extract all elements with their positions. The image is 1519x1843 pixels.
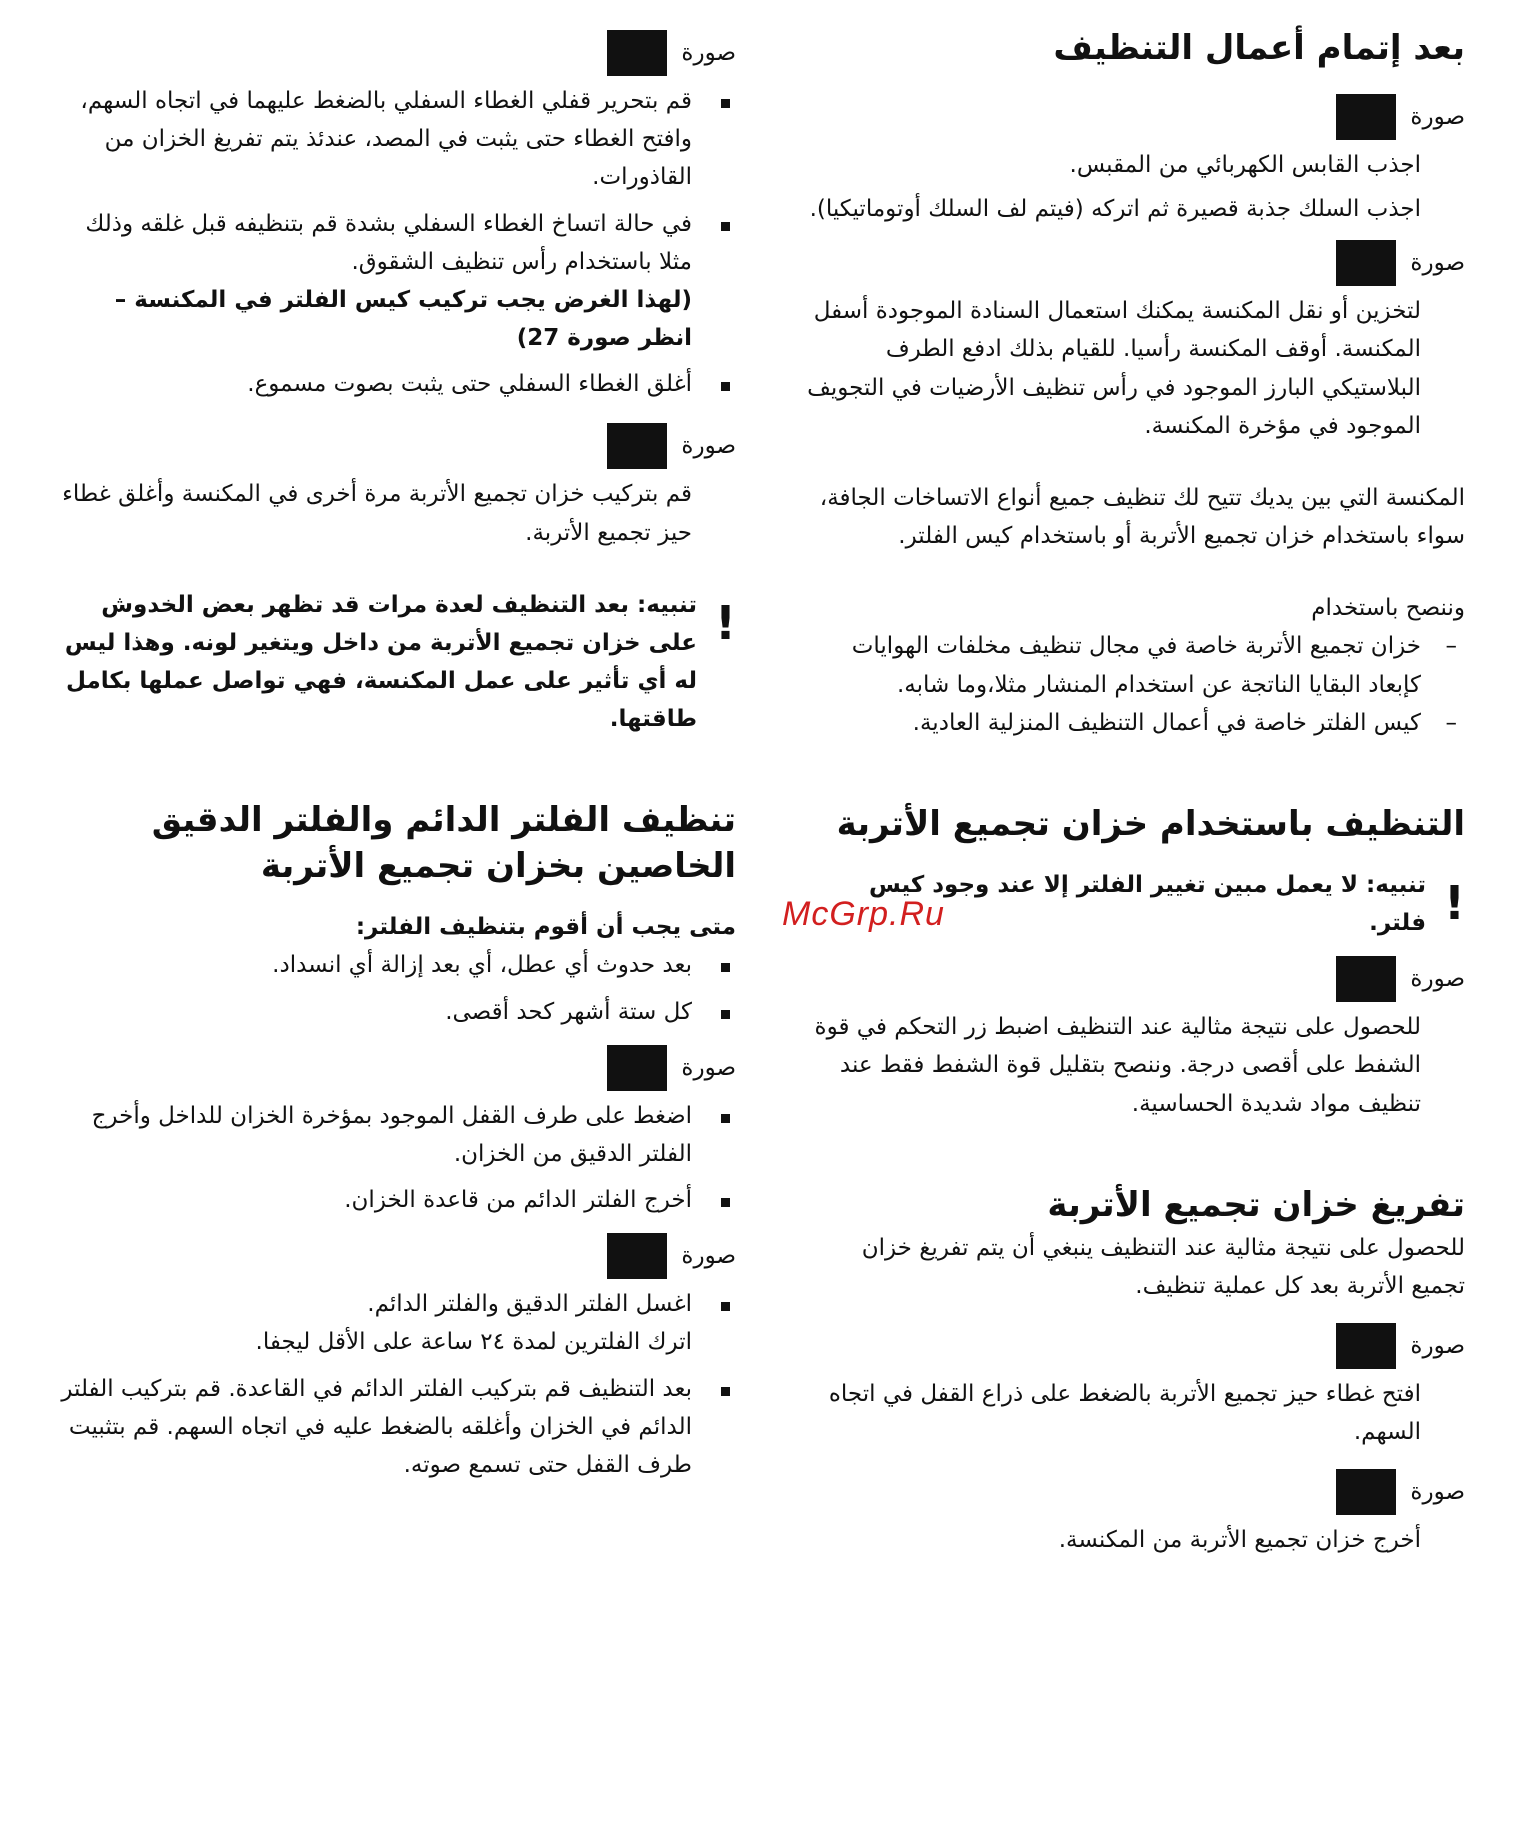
- figure-label: صورة: [1410, 250, 1465, 277]
- subheading: متى يجب أن أقوم بتنظيف الفلتر:: [355, 914, 736, 941]
- paragraph: اترك الفلترين لمدة ٢٤ ساعة على الأقل ليجفا.: [255, 1329, 692, 1356]
- figure-label: صورة: [681, 1054, 736, 1081]
- bullet-list: [56, 365, 736, 403]
- figure-reference: [805, 1469, 1465, 1515]
- list-item: أغلق الغطاء السفلي حتى يثبت بصوت مسموع.: [56, 365, 736, 403]
- bullet-list: [56, 82, 736, 281]
- bullet-list: [56, 1097, 736, 1220]
- paragraph: لتخزين أو نقل المكنسة يمكنك استعمال السنادة الموجودة أسفل المكنسة. أوقف المكنسة رأسيا. للقيام بذلك ادفع الطرف البلاستيكي البارز الموجود في رأس تنظيف الأرضيات في التجويف الموجود في مؤخرة المكنسة.: [807, 298, 1421, 439]
- heading-filter-cleaning: [56, 798, 736, 890]
- heading-cleaning-with-bin: التنظيف باستخدام خزان تجميع الأتربة: [836, 803, 1465, 844]
- figure-number-box: [1336, 956, 1396, 1002]
- figure-reference: [805, 94, 1465, 140]
- figure-label: صورة: [1410, 966, 1465, 993]
- warning-icon: !: [715, 595, 736, 650]
- figure-reference: [805, 1323, 1465, 1369]
- list-item: في حالة اتساخ الغطاء السفلي بشدة قم بتنظيفه قبل غلقه وذلك مثلا باستخدام رأس تنظيف الشقوق.: [56, 205, 736, 281]
- figure-number-box: [607, 423, 667, 469]
- list-item: بعد حدوث أي عطل، أي بعد إزالة أي انسداد.: [56, 946, 736, 984]
- figure-number-box: [607, 1233, 667, 1279]
- paragraph: للحصول على نتيجة مثالية عند التنظيف ينبغي أن يتم تفريغ خزان تجميع الأتربة بعد كل عملية تنظيف.: [861, 1234, 1465, 1299]
- bullet-list: [56, 1370, 736, 1485]
- figure-number-box: [1336, 94, 1396, 140]
- bullet-list: [56, 1285, 736, 1323]
- list-item: أخرج الفلتر الدائم من قاعدة الخزان.: [56, 1181, 736, 1219]
- figure-reference: [56, 1045, 736, 1091]
- heading-line: الخاصين بخزان تجميع الأتربة: [260, 846, 736, 887]
- figure-label: صورة: [1410, 103, 1465, 130]
- dash-list: [805, 627, 1465, 742]
- figure-label: صورة: [1410, 1479, 1465, 1506]
- paragraph: افتح غطاء حيز تجميع الأتربة بالضغط على ذراع القفل في اتجاه السهم.: [828, 1380, 1421, 1446]
- figure-reference: [56, 423, 736, 469]
- note-text: تنبيه: لا يعمل مبين تغيير الفلتر إلا عند وجود كيس فلتر.: [868, 871, 1427, 937]
- paragraph: اجذب القابس الكهربائي من المقبس.: [1069, 151, 1421, 178]
- paragraph: اجذب السلك جذبة قصيرة ثم اتركه (فيتم لف السلك أوتوماتيكيا).: [809, 196, 1421, 223]
- right-column: [805, 26, 1465, 1559]
- paragraph: قم بتركيب خزان تجميع الأتربة مرة أخرى في المكنسة وأغلق غطاء حيز تجميع الأتربة.: [62, 481, 692, 546]
- list-item: اضغط على طرف القفل الموجود بمؤخرة الخزان للداخل وأخرج الفلتر الدقيق من الخزان.: [56, 1097, 736, 1173]
- figure-reference: [805, 240, 1465, 286]
- figure-number-box: [1336, 240, 1396, 286]
- figure-label: صورة: [1410, 1332, 1465, 1359]
- list-item: كل ستة أشهر كحد أقصى.: [56, 993, 736, 1031]
- heading-emptying-bin: تفريغ خزان تجميع الأتربة: [1047, 1184, 1465, 1225]
- list-item: قم بتحرير قفلي الغطاء السفلي بالضغط عليهما في اتجاه السهم، وافتح الغطاء حتى يثبت في المصد، عندئذ يتم تفريغ الخزان من القاذورات.: [56, 82, 736, 197]
- note-box: [56, 586, 736, 739]
- list-item: – خزان تجميع الأتربة خاصة في مجال تنظيف مخلفات الهوايات كإبعاد البقايا الناتجة عن استخدام المنشار مثلا،وما شابه.: [851, 633, 1457, 698]
- figure-label: صورة: [681, 433, 736, 460]
- list-item: اغسل الفلتر الدقيق والفلتر الدائم.: [56, 1285, 736, 1323]
- figure-number-box: [1336, 1323, 1396, 1369]
- figure-number-box: [1336, 1469, 1396, 1515]
- list-item: – كيس الفلتر خاصة في أعمال التنظيف المنزلية العادية.: [912, 709, 1457, 736]
- bold-note: (لهذا الغرض يجب تركيب كيس الفلتر في المكنسة – انظر صورة 27): [114, 286, 692, 352]
- heading-line: تنظيف الفلتر الدائم والفلتر الدقيق: [151, 800, 736, 841]
- bullet-list: [56, 946, 736, 1030]
- paragraph: وننصح باستخدام: [1311, 595, 1465, 622]
- figure-reference: [56, 30, 736, 76]
- paragraph: للحصول على نتيجة مثالية عند التنظيف اضبط زر التحكم في قوة الشفط على أقصى درجة. وننصح بتقليل قوة الشفط فقط عند تنظيف مواد شديدة الحساسية.: [814, 1014, 1421, 1117]
- figure-reference: [56, 1233, 736, 1279]
- note-text: تنبيه: بعد التنظيف لعدة مرات قد تظهر بعض الخدوش على خزان تجميع الأتربة من داخل ويتغير لونه. وهذا ليس له أي تأثير على عمل المكنسة، فهي تواصل عملها بكامل طاقتها.: [64, 591, 698, 733]
- watermark: McGrp.Ru: [782, 895, 945, 933]
- figure-label: صورة: [681, 1243, 736, 1270]
- figure-number-box: [607, 1045, 667, 1091]
- warning-icon: !: [1444, 875, 1465, 930]
- paragraph: المكنسة التي بين يديك تتيح لك تنظيف جميع أنواع الاتساخات الجافة، سواء باستخدام خزان تجميع الأتربة أو باستخدام كيس الفلتر.: [819, 484, 1465, 550]
- left-column: [56, 26, 736, 1492]
- paragraph: أخرج خزان تجميع الأتربة من المكنسة.: [1058, 1527, 1421, 1554]
- figure-label: صورة: [681, 40, 736, 66]
- heading-after-cleaning: بعد إتمام أعمال التنظيف: [1053, 28, 1465, 68]
- figure-number-box: [607, 30, 667, 76]
- list-item: بعد التنظيف قم بتركيب الفلتر الدائم في القاعدة. قم بتركيب الفلتر الدائم في الخزان وأغلقه بالضغط عليه في اتجاه السهم. قم بتثبيت طرف القفل حتى تسمع صوته.: [56, 1370, 736, 1485]
- figure-reference: [805, 956, 1465, 1002]
